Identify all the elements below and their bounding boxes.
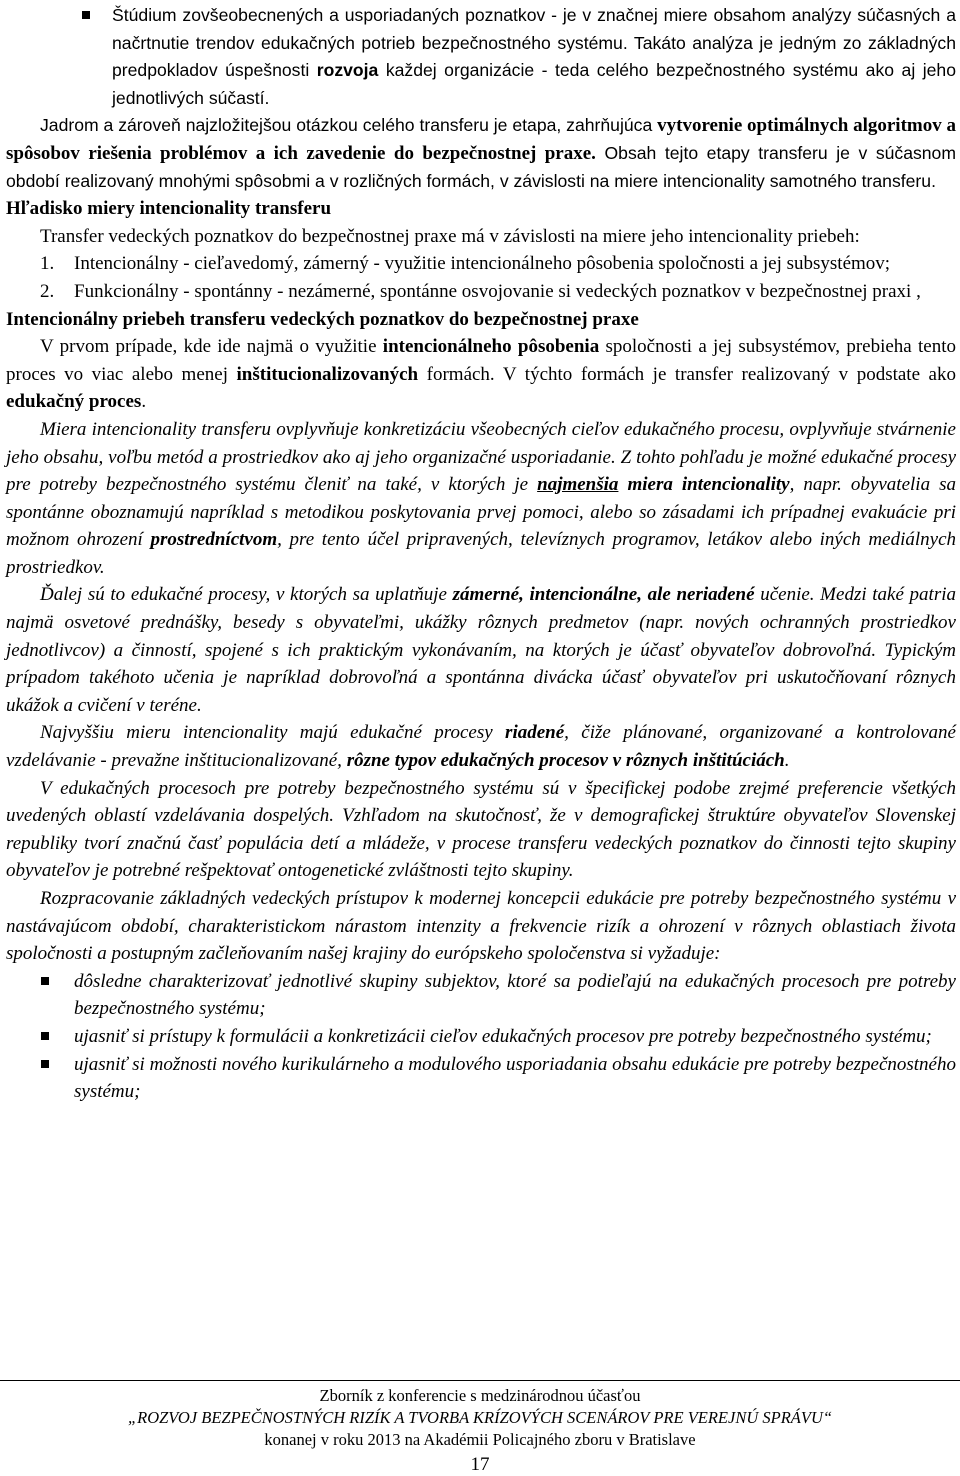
paragraph-najvyssiu — [6, 719, 956, 774]
bold-text: edukačný proces — [6, 391, 142, 413]
text-run: formách. V týchto formách je transfer realizovaný v podstate ako — [418, 363, 956, 385]
text-run: , čiže plánované, organizované a kontrolované vzdelávanie - prevažne inštitucionalizované, — [6, 722, 956, 772]
text-run: . — [141, 391, 147, 413]
text-run: V prvom prípade, kde ide najmä o využitie — [40, 336, 383, 358]
text-run: Obsah tejto etapy transferu je v súčasnom období realizovaný mnohými spôsobmi a v rozličných formách, v závislosti na miere intencionality samotného transferu. — [6, 142, 956, 191]
paragraph-jadrom — [6, 112, 956, 195]
bullet-text: dôsledne charakterizovať jednotlivé skupiny subjektov, ktoré sa podieľajú na edukačných procesoch pre potreby bezpečnostného systému; — [74, 970, 956, 1020]
bullet-text: ujasniť si prístupy k formulácii a konkretizácii cieľov edukačných procesov pre potreby bezpečnostného systému; — [74, 1025, 932, 1047]
page-footer — [0, 1380, 960, 1476]
paragraph-rozpracovanie: Rozpracovanie základných vedeckých prístupov k modernej koncepcii edukácie pre potreby bezpečnostného systému v nastávajúcom období, charakteristickom nárastom intenzity a frekvencie rizík a ohrození v rôznych oblastiach života spoločnosti a postupným začleňovaním našej krajiny do európskeho spoločenstva si vyžaduje: — [6, 888, 956, 965]
text-run: , pre tento účel pripravených, televíznych programov, letákov alebo iných mediálnych prostriedkov. — [6, 529, 956, 578]
bold-text: rozvoja — [316, 60, 379, 81]
heading-intencionality: Hľadisko miery intencionality transferu — [6, 198, 332, 220]
footer-proceedings-line: Zborník z konferencie s medzinárodnou účasťou — [319, 1386, 641, 1405]
numbered-item-2 — [6, 278, 956, 306]
paragraph-transfer: Transfer vedeckých poznatkov do bezpečnostnej praxe má v závislosti na miere jeho intencionality priebeh: — [40, 225, 860, 247]
item-text: Intencionálny - cieľavedomý, zámerný - využitie intencionálneho pôsobenia spoločnosti a jej subsystémov; — [74, 253, 891, 275]
text-run: , napr. obyvatelia sa spontánne oboznamujú napríklad s metodikou poskytovania prvej pomoci, alebo so zásadami ich prípadnej evakuácie pri možnom ohrození — [6, 474, 957, 551]
text-run: . — [784, 750, 790, 772]
bold-text: zámerné, intencionálne, ale neriadené — [452, 584, 755, 606]
text-run: Štúdium zovšeobecnených a usporiadaných poznatkov - je v značnej miere obsahom analýzy súčasných a načrtnutie trendov edukačných potrieb bezpečnostného systému. Takáto analýza je jedným zo základných predpokladov úspešnosti — [112, 5, 956, 81]
paragraph-miera — [6, 416, 956, 582]
paragraph-vprvom — [6, 333, 956, 416]
page-number: 17 — [470, 1454, 490, 1475]
square-bullet-icon — [41, 977, 49, 985]
square-bullet-icon — [41, 1032, 49, 1040]
paragraph-vedukacnych: V edukačných procesoch pre potreby bezpečnostného systému sú v špecifickej podobe zrejmé preferencie všetkých uvedených oblastí vzdelávania dospelých. Vzhľadom na skutočnosť, že v demografickej štruktúre obyvateľov Slovenskej republiky tvorí značnú časť populácia detí a mládeže, v procese transferu vedeckých poznatkov do činnosti tejto skupiny obyvateľov je potrebné rešpektovať ontogenetické zvláštnosti tejto skupiny. — [6, 777, 956, 882]
item-text: Funkcionálny - spontánny - nezámerné, spontánne osvojovanie si vedeckých poznatkov v bezpečnostnej praxi , — [74, 280, 921, 302]
bold-underlined-text: najmenšia — [537, 474, 619, 496]
text-run: Ďalej sú to edukačné procesy, v ktorých sa uplatňuje — [40, 584, 453, 606]
heading-intencionalny-priebeh: Intencionálny priebeh transferu vedeckých poznatkov do bezpečnostnej praxe — [6, 308, 639, 330]
document-page — [6, 0, 956, 1106]
text-run: spoločnosti a jej subsystémov, prebieha tento proces vo viac alebo menej — [6, 336, 957, 385]
bold-text: rôzne typov edukačných procesov v rôznych inštitúciách — [346, 750, 785, 772]
item-number: 2. — [40, 280, 55, 302]
bold-text: vytvorenie optimálnych algoritmov a spôsobov riešenia problémov a ich zavedenie do bezpečnostnej praxe. — [6, 115, 956, 164]
item-number: 1. — [40, 253, 55, 275]
text-run: Jadrom a zároveň najzložitejšou otázkou celého transferu je etapa, zahrňujúca — [40, 115, 658, 136]
numbered-item-1 — [6, 250, 956, 278]
text-run: učenie. Medzi také patria najmä osvetové prednášky, besedy s obyvateľmi, ukážky rôznych predmetov (napr. nových ochranných prostriedkov jednotlivcov) a činností, spojené s ich praktickým vykonávaním, na ktorých je účasť obyvateľov dobrovoľná. Typickým prípadom takéhoto učenia je napríklad dobrovoľná a spontánna divácka účasť obyvateľov pri uskutočňovaní rôznych ukážok a cvičení v teréne. — [6, 584, 957, 716]
final-bullet-item — [6, 1051, 956, 1106]
footer-conference-title: „ROZVOJ BEZPEČNOSTNÝCH RIZÍK A TVORBA KRÍZOVÝCH SCENÁROV PRE VEREJNÚ SPRÁVU“ — [127, 1408, 833, 1427]
bold-text: inštitucionalizovaných — [236, 363, 419, 385]
square-bullet-icon — [41, 1060, 49, 1068]
bold-text: prostredníctvom — [150, 529, 278, 551]
intro-bullet-item — [6, 2, 956, 112]
final-bullet-item — [6, 968, 956, 1023]
paragraph-dalej — [6, 581, 956, 719]
bullet-text: ujasniť si možnosti nového kurikulárneho a modulového usporiadania obsahu edukácie pre potreby bezpečnostného systému; — [74, 1053, 956, 1103]
text-run: každej organizácie - teda celého bezpečnostného systému ako aj jeho jednotlivých súčastí. — [112, 60, 956, 108]
footer-venue-line: konanej v roku 2013 na Akadémii Policajného zboru v Bratislave — [264, 1430, 696, 1449]
bold-text: riadené — [505, 722, 565, 744]
square-bullet-icon — [82, 11, 90, 19]
final-bullet-item — [6, 1023, 956, 1051]
text-run: Najvyššiu mieru intencionality majú edukačné procesy — [40, 722, 506, 744]
text-run: Miera intencionality transferu ovplyvňuje konkretizáciu všeobecných cieľov edukačného procesu, ovplyvňuje stvárnenie jeho obsahu, voľbu metód a prostriedkov ako aj jeho organizačné usporiadanie. Z tohto pohľadu je možné edukačné procesy pre potreby bezpečnostného systému členiť na také, v ktorých je — [6, 418, 956, 496]
bold-text: intencionálneho pôsobenia — [382, 336, 600, 358]
bold-text: miera intencionality — [618, 474, 790, 496]
